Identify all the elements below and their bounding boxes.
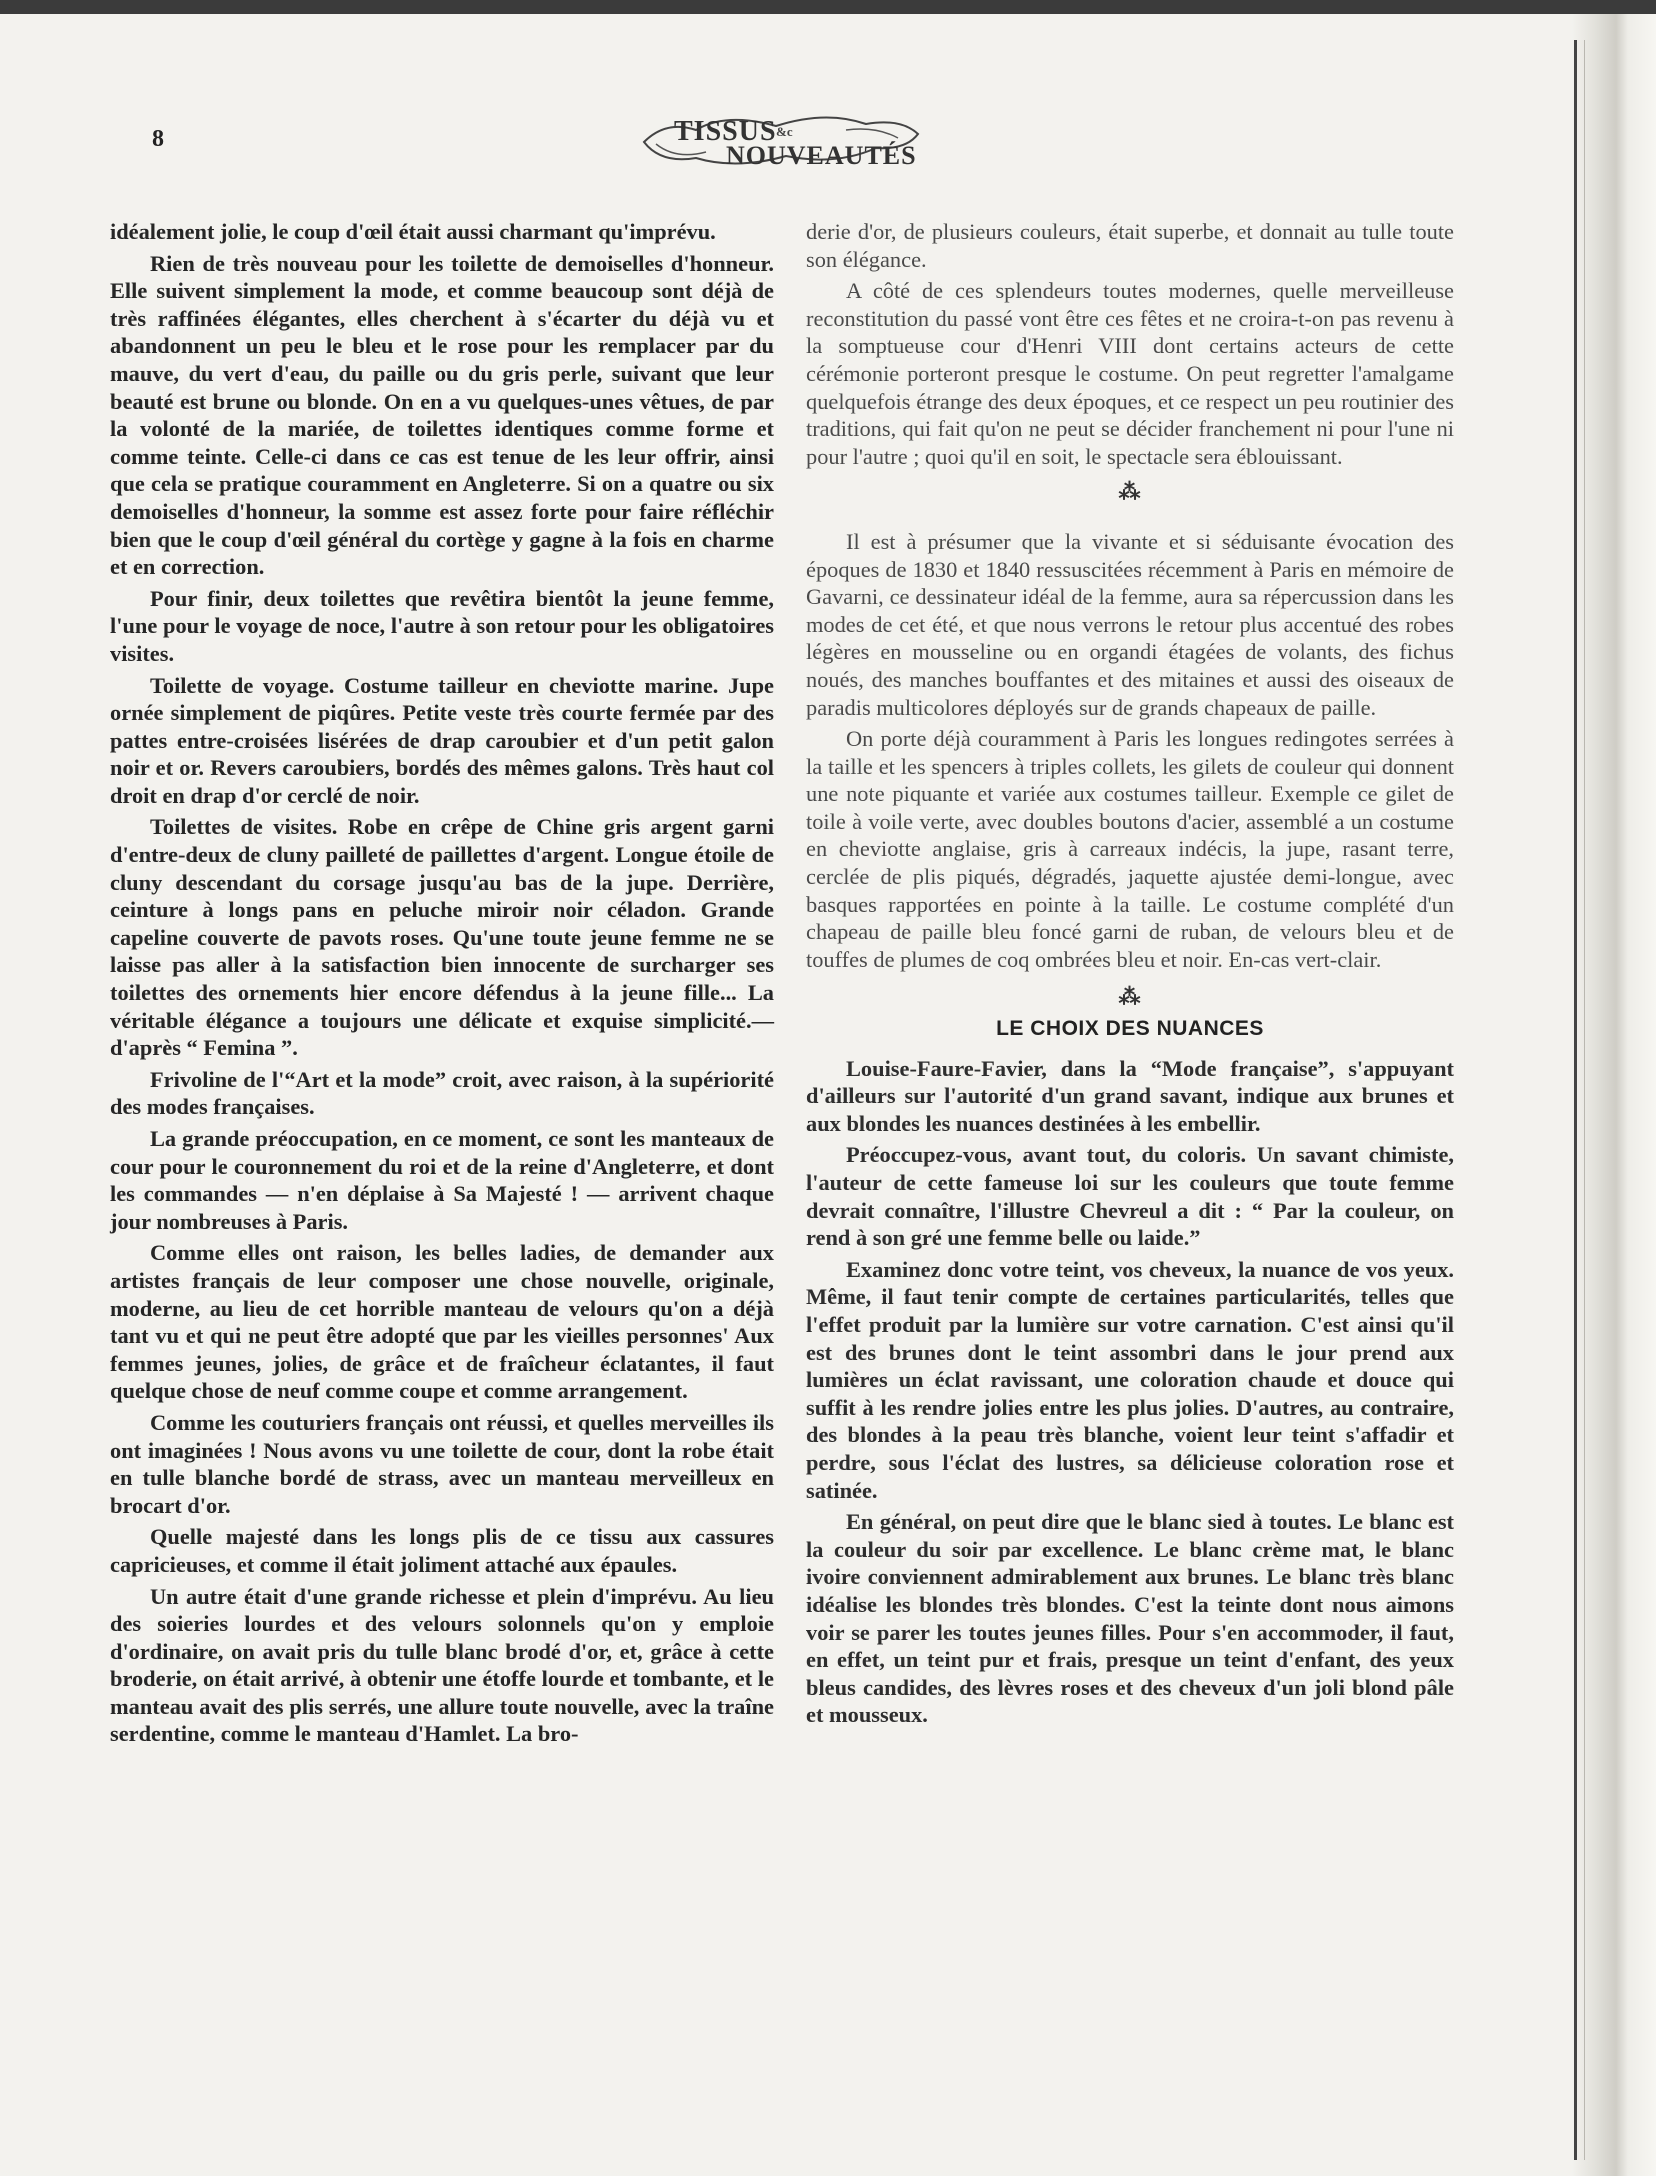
svg-text:TISSUS: TISSUS [674, 116, 777, 147]
left-paragraph: Rien de très nouveau pour les toilette de demoiselles d'honneur. Elle suivent simplement la mode, et comme beaucoup sont déjà de très raffinées élégantes, elles cherchent à s'écarter du déjà vu et abandonnent un peu le bleu et le rose pour les remplacer par du mauve, du vert d'eau, du paille ou du gris perle, suivant que leur beauté est brune ou blonde. On en a vu quelques-unes vêtues, de par la volonté de la mariée, de toilettes identiques comme forme et comme teinte. Celle-ci dans ce cas est tenue de les leur offrir, ainsi que cela se pratique couramment en Angleterre. Si on a quatre ou six demoiselles d'honneur, la somme est assez forte pour faire réfléchir bien que le coup d'œil général du cortège y gagne à la fois en charme et en correction. [110, 250, 774, 580]
right-paragraph: Examinez donc votre teint, vos cheveux, la nuance de vos yeux. Même, il faut tenir compte de certaines particularités, telles que l'effet produit par la lumière sur votre carnation. C'est ainsi qu'il est des brunes dont le teint assombri dans le jour prend aux lumières un éclat ravissant, une coloration chaude et douce qui suffit à les rendre jolies entre les plus jolies. D'autres, au contraire, des blondes à la peau très blanche, voient leur teint s'affadir et perdre, sous l'éclat des lustres, sa délicieuse coloration rose et satinée. [806, 1256, 1454, 1503]
left-paragraph: La grande préoccupation, en ce moment, ce sont les manteaux de cour pour le couronnement du roi et de la reine d'Angleterre, et dont les commandes — n'en déplaise à Sa Majesté ! — arrivent chaque jour nombreuses à Paris. [110, 1126, 774, 1234]
scan-top-border [0, 0, 1656, 14]
masthead-logo-graphic [636, 100, 926, 180]
left-paragraph: Pour finir, deux toilettes que revêtira bientôt la jeune femme, l'une pour le voyage de noce, l'autre à son retour pour les obligatoires visites. [110, 585, 774, 666]
right-paragraph: Il est à présumer que la vivante et si séduisante évocation des époques de 1830 et 1840 ressuscitées récemment à Paris en mémoire de Gavarni, ce dessinateur idéal de la femme, aura sa répercussion dans les modes de cet été, et que nous verrons le retour plus accentué des robes légères en mousseline ou en organdi étagées de volants, des fichus noués, des manches bouffantes et des mitaines et aussi des oiseaux de paradis multicolores déployés sur de grands chapeaux de paille. [806, 528, 1454, 720]
right-paragraph: On porte déjà couramment à Paris les longues redingotes serrées à la taille et les spencers à triples collets, les gilets de couleur qui donnent une note piquante et variée aux costumes tailleur. Exemple ce gilet de toile à voile verte, avec doubles boutons d'acier, assemblé a un costume en cheviotte anglaise, gris à carreaux indécis, la jupe, rasant terre, cerclée de plis piqués, dégradés, jaquette ajustée demi-longue, avec basques rapportées en pointe à la taille. Le costume complété d'un chapeau de paille bleu foncé garni de ruban, de velours bleu et de touffes de plumes de coq ombrées bleu et noir. En-cas vert-clair. [806, 726, 1454, 972]
section-separator: ⁂ [1118, 984, 1142, 1010]
section-separator: ⁂ [1118, 479, 1142, 505]
left-paragraph: Toilettes de visites. Robe en crêpe de Chine gris argent garni d'entre-deux de cluny pailleté de paillettes d'argent. Longue étoile de cluny descendant du corsage jusqu'au bas de la jupe. Derrière, ceinture à longs pans en peluche miroir noir céladon. Grande capeline couverte de pavots roses. Qu'une toute jeune femme ne se laisse pas aller à la satisfaction bien innocente de surcharger ses toilettes des ornements hier encore défendus à la jeune fille... La véritable élégance a toujours une délicate et exquise simplicité.— d'après “ Femina ”. [110, 814, 774, 1061]
page-number: 8 [152, 126, 164, 152]
right-paragraph: A côté de ces splendeurs toutes modernes, quelle merveilleuse reconstitution du passé vont être ces fêtes et ne croira-t-on pas revenu à la somptueuse cour d'Henri VIII dont certains acteurs de cette cérémonie porteront presque le costume. On peut regretter l'amalgame quelquefois étrange des deux époques, et ce respect un peu routinier des traditions, qui fait qu'on ne peut se décider franchement ni pour l'une ni pour l'autre ; quoi qu'il en soit, le spectacle sera éblouissant. [806, 278, 1454, 469]
spine-line [1574, 40, 1577, 2160]
right-paragraph: Préoccupez-vous, avant tout, du coloris. Un savant chimiste, l'auteur de cette fameuse loi sur les couleurs que toute femme devrait connaître, l'illustre Chevreul a dit : “ Par la couleur, on rend à son gré une femme belle ou laide.” [806, 1142, 1454, 1251]
left-paragraph: Comme les couturiers français ont réussi, et quelles merveilles ils ont imaginées ! Nous avons vu une toilette de cour, dont la robe était en tulle blanche bordé de strass, avec un manteau merveilleux en brocart d'or. [110, 1409, 774, 1518]
section-title: LE CHOIX DES NUANCES [996, 1017, 1264, 1041]
right-paragraph: Louise-Faure-Favier, dans la “Mode française”, s'appuyant d'ailleurs sur l'autorité d'un grand savant, indique aux brunes et aux blondes les nuances destinées à les embellir. [806, 1055, 1454, 1136]
svg-text:&c: &c [776, 124, 793, 139]
left-column [110, 218, 774, 1752]
left-paragraph: Quelle majesté dans les longs plis de ce tissu aux cassures capricieuses, et comme il était joliment attaché aux épaules. [110, 1524, 774, 1577]
left-paragraph: Frivoline de l'“Art et la mode” croit, avec raison, à la supériorité des modes françaises. [110, 1066, 774, 1120]
left-paragraph: Toilette de voyage. Costume tailleur en cheviotte marine. Jupe ornée simplement de piqûres. Petite veste très courte fermée par des pattes entre-croisées lisérées de drap caroubier et d'un petit galon noir et or. Revers caroubiers, bordés des mêmes galons. Très haut col droit en drap d'or cerclé de noir. [110, 672, 774, 808]
left-paragraph: Comme elles ont raison, les belles ladies, de demander aux artistes français de leur composer une chose nouvelle, originale, moderne, au lieu de cet horrible manteau de velours qu'on a déjà tant vu et qui ne peut être adopté que par les vieilles personnes' Aux femmes jeunes, jolies, de grâce et de fraîcheur éclatantes, il faut quelque chose de neuf comme coupe et comme arrangement. [110, 1240, 774, 1404]
masthead-logo [636, 100, 926, 180]
right-column [806, 218, 1454, 1733]
left-paragraph: idéalement jolie, le coup d'œil était aussi charmant qu'imprévu. [110, 219, 716, 244]
left-paragraph: Un autre était d'une grande richesse et plein d'imprévu. Au lieu des soieries lourdes et des velours solonnels qu'on y emploie d'ordinaire, on avait pris du tulle blanc brodé d'or, et, grâce à cette broderie, on était arrivé, à obtenir une étoffe lourde et tombante, et le manteau avait des plis serrés, une allure toute nouvelle, avec la traîne serdentine, comme le manteau d'Hamlet. La bro- [110, 1583, 774, 1747]
right-paragraph: En général, on peut dire que le blanc sied à toutes. Le blanc est la couleur du soir par excellence. Le blanc crème mat, le blanc ivoire conviennent admirablement aux brunes. Le blanc très blanc idéalise les blondes très blondes. C'est la teinte dont nous aimons voir se parer les toutes jeunes filles. Pour s'en accommoder, il faut, en effet, un teint pur et frais, presque un teint d'enfant, des yeux bleus candides, des lèvres roses et des cheveux d'un joli blond pâle et mousseux. [806, 1509, 1454, 1728]
right-paragraph: derie d'or, de plusieurs couleurs, était superbe, et donnait au tulle toute son élégance. [806, 219, 1454, 272]
svg-text:NOUVEAUTÉS: NOUVEAUTÉS [726, 141, 917, 170]
spine-line-shadow [1584, 40, 1585, 2160]
